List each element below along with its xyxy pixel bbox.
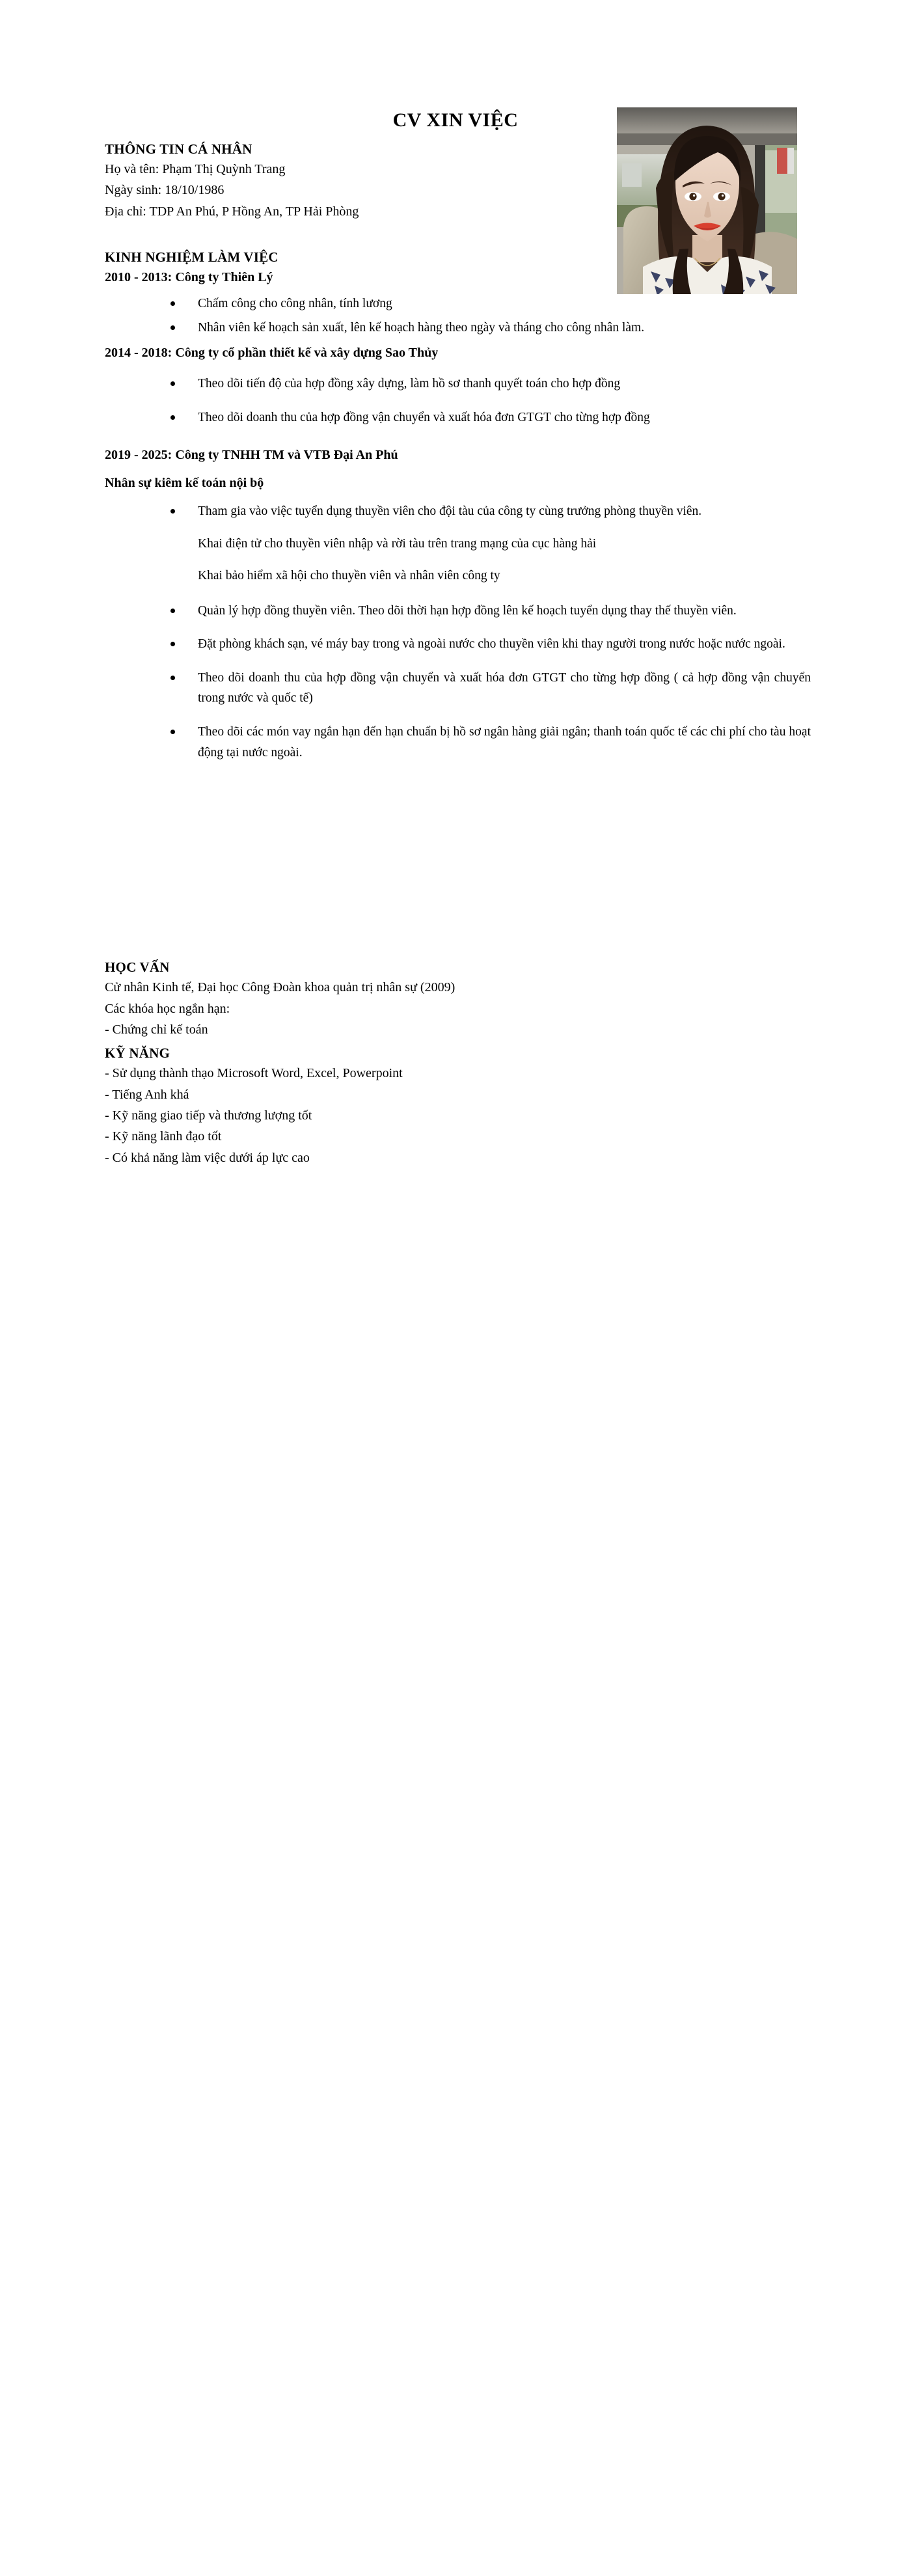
list-item (105, 318, 811, 338)
job-bullets-3-cont (105, 601, 811, 763)
bullet-text: Theo dõi các món vay ngắn hạn đến hạn chuẩn bị hồ sơ ngân hàng giải ngân; thanh toán quốc tế các chi phí cho tàu hoạt động tại nước ngoài. (198, 725, 811, 760)
job-extra-line-2: Khai bảo hiểm xã hội cho thuyền viên và nhân viên công ty (198, 569, 500, 583)
list-item (105, 601, 811, 622)
bullet-text: Theo dõi tiến độ của hợp đồng xây dựng, làm hồ sơ thanh quyết toán cho hợp đồng (198, 377, 621, 391)
skill-item-3: - Kỹ năng giao tiếp và thương lượng tốt (105, 1108, 312, 1123)
personal-info-dob: Ngày sinh: 18/10/1986 (105, 183, 224, 198)
bullet-dot-icon (170, 415, 175, 420)
job-subtitle-3: Nhân sự kiêm kế toán nội bộ (105, 475, 264, 490)
bullet-text: Nhân viên kế hoạch sản xuất, lên kế hoạch hàng theo ngày và tháng cho công nhân làm. (198, 321, 645, 335)
job-bullets-2 (105, 374, 811, 428)
section-heading-education: HỌC VẤN (105, 959, 170, 976)
bullet-dot-icon (170, 325, 175, 330)
bullet-text: Tham gia vào việc tuyển dụng thuyền viên cho đội tàu của công ty cùng trưởng phòng thuyền viên. (198, 504, 702, 518)
list-item (105, 501, 811, 522)
bullet-dot-icon (170, 730, 175, 734)
bullet-dot-icon (170, 509, 175, 514)
skill-item-5: - Có khả năng làm việc dưới áp lực cao (105, 1150, 310, 1165)
list-item (105, 407, 811, 428)
section-heading-personal-info: THÔNG TIN CÁ NHÂN (105, 141, 252, 157)
list-item (105, 294, 811, 314)
bullet-dot-icon (170, 381, 175, 386)
skill-item-1: - Sử dụng thành thạo Microsoft Word, Excel, Powerpoint (105, 1066, 403, 1081)
bullet-text: Chấm công cho công nhân, tính lương (198, 296, 392, 310)
bullet-text: Theo dõi doanh thu của hợp đồng vận chuyển và xuất hóa đơn GTGT cho từng hợp đồng (198, 410, 650, 424)
bullet-text: Theo dõi doanh thu của hợp đồng vận chuyển và xuất hóa đơn GTGT cho từng hợp đồng ( cả hợp đồng vận chuyển trong nước và quốc tế) (198, 670, 811, 706)
bullet-text: Quản lý hợp đồng thuyền viên. Theo dõi thời hạn hợp đồng lên kế hoạch tuyển dụng thay thế thuyền viên. (198, 603, 737, 618)
section-heading-experience: KINH NGHIỆM LÀM VIỆC (105, 249, 279, 266)
bullet-dot-icon (170, 301, 175, 306)
list-item (105, 722, 811, 763)
job-extra-line-1: Khai điện tử cho thuyền viên nhập và rời tàu trên trang mạng của cục hàng hải (198, 536, 597, 551)
list-item (105, 668, 811, 709)
section-heading-skills: KỸ NĂNG (105, 1045, 170, 1062)
job-title-2: 2014 - 2018: Công ty cổ phần thiết kế và xây dựng Sao Thủy (105, 345, 439, 360)
list-item (105, 634, 811, 655)
job-title-3: 2019 - 2025: Công ty TNHH TM và VTB Đại An Phú (105, 448, 398, 463)
bullet-dot-icon (170, 609, 175, 613)
education-short-course-1: - Chứng chỉ kế toán (105, 1022, 208, 1037)
education-short-courses-label: Các khóa học ngắn hạn: (105, 1001, 230, 1016)
cv-content (105, 0, 811, 1168)
personal-info-address: Địa chỉ: TDP An Phú, P Hồng An, TP Hải Phòng (105, 204, 359, 219)
bullet-text: Đặt phòng khách sạn, vé máy bay trong và ngoài nước cho thuyền viên khi thay người trong nước hoặc nước ngoài. (198, 637, 785, 651)
job-bullets-1 (105, 294, 811, 338)
job-bullets-3 (105, 501, 811, 522)
list-item (105, 374, 811, 394)
bullet-dot-icon (170, 676, 175, 680)
personal-info-name: Họ và tên: Phạm Thị Quỳnh Trang (105, 161, 286, 176)
page-title: CV XIN VIỆC (392, 109, 519, 131)
job-title-1: 2010 - 2013: Công ty Thiên Lý (105, 270, 273, 285)
bullet-dot-icon (170, 642, 175, 646)
education-degree: Cử nhân Kinh tế, Đại học Công Đoàn khoa quản trị nhân sự (2009) (105, 980, 456, 995)
skill-item-4: - Kỹ năng lãnh đạo tốt (105, 1129, 222, 1144)
skill-item-2: - Tiếng Anh khá (105, 1087, 189, 1102)
